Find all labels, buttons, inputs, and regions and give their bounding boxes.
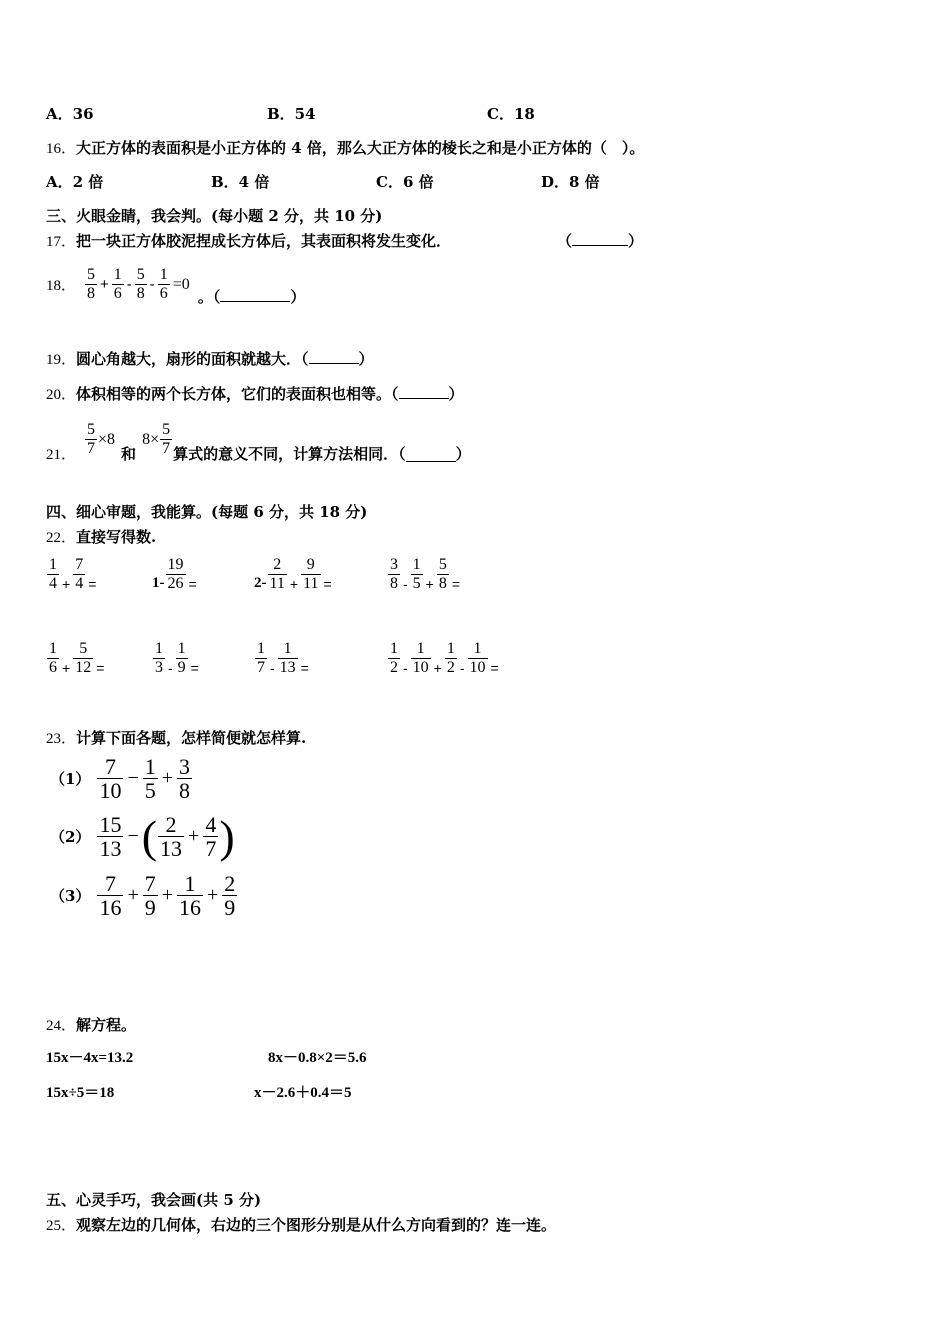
fraction: $\frac{1}{2}$ xyxy=(390,640,398,677)
fraction: $\frac{2}{11}$ xyxy=(269,556,285,593)
fraction: $\frac{2}{9}$ xyxy=(224,871,236,921)
fraction: $\frac{1}{2}$ xyxy=(446,640,455,677)
question-number: 19． xyxy=(46,352,77,368)
fraction: $\frac{1}{10}$ xyxy=(412,640,429,677)
equation-2: 8x－0.8×2＝5.6 xyxy=(268,1050,367,1066)
operator: = xyxy=(490,659,499,676)
item-label: （2） xyxy=(50,828,91,847)
q18-answer-blank[interactable] xyxy=(198,286,306,307)
operator: + xyxy=(62,659,71,676)
fraction: $\frac{3}{8}$ xyxy=(390,556,398,593)
fraction: $\frac{1}{3}$ xyxy=(155,640,163,677)
minus-sign: - xyxy=(126,276,132,293)
fraction: $\frac{7}{4}$ xyxy=(75,556,84,593)
q23-item-2 xyxy=(50,810,235,862)
q16-option-c: C．6 倍 xyxy=(376,173,434,191)
fraction: $\frac{1}{7}$ xyxy=(257,640,265,677)
q22-row-1 xyxy=(46,556,566,604)
calc-item xyxy=(254,640,311,678)
question-25 xyxy=(46,1214,556,1235)
question-number: 23． xyxy=(46,731,77,747)
calc-item xyxy=(46,556,98,594)
close-paren: ） xyxy=(290,288,306,306)
operator: = xyxy=(188,575,197,592)
fraction: $\frac{9}{11}$ xyxy=(303,556,319,593)
question-18 xyxy=(46,262,305,307)
q23-item-1 xyxy=(50,755,193,802)
fraction: $\frac{5}{8}$ xyxy=(87,265,96,302)
operator: - xyxy=(459,659,465,676)
operator: - xyxy=(403,575,408,592)
fraction: $\frac{1}{4}$ xyxy=(49,556,57,593)
operator: - xyxy=(270,659,275,676)
question-text: 解方程。 xyxy=(76,1016,137,1034)
question-text: 观察左边的几何体，右边的三个图形分别是从什么方向看到的？连一连。 xyxy=(76,1216,557,1234)
fraction: $\frac{5}{8}$ xyxy=(136,265,145,302)
fraction: $\frac{1}{5}$ xyxy=(412,556,421,593)
calc-item xyxy=(152,640,201,678)
fraction: $\frac{2}{13}$ xyxy=(160,812,183,862)
question-text: 把一块正方体胶泥捏成长方体后，其表面积将发生变化． xyxy=(76,232,452,250)
question-20 xyxy=(46,383,464,404)
open-paren: 。（ xyxy=(197,288,221,306)
operator: + xyxy=(161,767,173,790)
open-paren: ( xyxy=(141,810,158,862)
question-number: 21． xyxy=(46,447,77,463)
operator: - xyxy=(403,659,408,676)
question-number: 24． xyxy=(46,1018,77,1034)
question-text: 计算下面各题，怎样简便就怎样算. xyxy=(76,729,307,747)
operator: + xyxy=(207,884,219,907)
fraction: $\frac{7}{9}$ xyxy=(144,871,156,921)
answer-line[interactable] xyxy=(399,383,449,399)
fraction: $\frac{1}{5}$ xyxy=(144,754,156,804)
operator: − xyxy=(127,767,139,790)
calc-item xyxy=(254,556,334,594)
question-22 xyxy=(46,526,156,547)
operator: + xyxy=(425,575,434,592)
expression-3 xyxy=(96,872,238,919)
question-17 xyxy=(46,230,451,251)
equation-4: x－2.6＋0.4＝5 xyxy=(254,1085,352,1101)
question-number: 25． xyxy=(46,1218,77,1234)
q16-option-a: A．2 倍 xyxy=(46,173,104,191)
q22-row-2 xyxy=(46,640,566,688)
question-number: 16． xyxy=(46,141,77,157)
calc-item xyxy=(387,640,501,678)
fraction: $\frac{1}{16}$ xyxy=(179,871,201,921)
operator: + xyxy=(289,575,299,592)
q15-option-a: A．36 xyxy=(46,105,94,123)
operator: + xyxy=(433,659,442,676)
answer-line xyxy=(572,230,628,246)
fraction: $\frac{5}{12}$ xyxy=(75,640,92,677)
operator: = xyxy=(300,659,309,676)
minus-sign: − xyxy=(127,825,139,848)
fraction: $\frac{4}{7}$ xyxy=(205,812,217,862)
q15-option-c: C．18 xyxy=(487,105,535,123)
question-number: 18． xyxy=(46,278,77,294)
answer-line[interactable] xyxy=(309,348,359,364)
fraction: $\frac{5}{7}$ xyxy=(87,420,96,457)
q16-option-d: D．8 倍 xyxy=(541,173,600,191)
section-4-title: 四、细心审题，我能算。(每题 6 分，共 18 分) xyxy=(46,503,368,521)
item-label: （3） xyxy=(50,887,91,906)
fraction: $\frac{1}{6}$ xyxy=(159,265,168,302)
answer-line xyxy=(220,286,290,302)
close-paren: ） xyxy=(358,350,374,368)
q16-option-b: B．4 倍 xyxy=(211,173,270,191)
fraction: $\frac{7}{16}$ xyxy=(99,871,122,921)
expression-1 xyxy=(96,755,193,802)
q17-answer-blank[interactable] xyxy=(557,230,643,251)
question-number: 20． xyxy=(46,387,77,403)
question-text: 体积相等的两个长方体，它们的表面积也相等。（ xyxy=(76,385,399,403)
operator: = xyxy=(323,575,332,592)
operator: + xyxy=(161,884,173,907)
operator: = xyxy=(96,659,105,676)
equals-zero: =0 xyxy=(172,275,190,293)
question-text: 算式的意义不同，计算方法相同．（ xyxy=(173,445,406,463)
operator: + xyxy=(62,575,71,592)
fraction: $\frac{5}{8}$ xyxy=(438,556,447,593)
question-24 xyxy=(46,1014,136,1035)
fraction: $\frac{1}{6}$ xyxy=(113,265,122,302)
minus-sign: - xyxy=(149,276,155,293)
question-text: 圆心角越大，扇形的面积就越大．（ xyxy=(76,350,309,368)
question-text: 大正方体的表面积是小正方体的 4 倍，那么大正方体的棱长之和是小正方体的（ ）。 xyxy=(76,139,645,157)
question-23 xyxy=(46,727,306,748)
question-text: 直接写得数. xyxy=(76,528,157,546)
section-5-title: 五、心灵手巧，我会画(共 5 分) xyxy=(46,1191,262,1209)
fraction: $\frac{15}{13}$ xyxy=(99,812,122,862)
plus-sign: + xyxy=(100,276,109,293)
plus-sign: + xyxy=(188,825,200,848)
calc-item xyxy=(152,556,199,594)
answer-line[interactable] xyxy=(406,446,456,462)
close-paren: ） xyxy=(628,232,644,250)
times-eight: ×8 xyxy=(98,430,116,448)
close-paren: ） xyxy=(448,385,464,403)
question-number: 22． xyxy=(46,530,77,546)
fraction: $\frac{1}{9}$ xyxy=(177,640,186,677)
operator: + xyxy=(127,884,139,907)
close-paren: ) xyxy=(219,810,235,862)
operator: = xyxy=(190,659,199,676)
operator: - xyxy=(168,659,173,676)
fraction: $\frac{3}{8}$ xyxy=(179,754,190,804)
item-label: （1） xyxy=(50,770,91,789)
question-21 xyxy=(46,415,471,464)
question-number: 17． xyxy=(46,234,77,250)
operator: = xyxy=(451,575,461,592)
fraction: $\frac{19}{26}$ xyxy=(167,556,184,593)
fraction: $\frac{1}{10}$ xyxy=(469,640,486,677)
operator: = xyxy=(88,575,97,592)
section-3-title: 三、火眼金睛，我会判。(每小题 2 分，共 10 分) xyxy=(46,207,383,225)
fraction: $\frac{1}{13}$ xyxy=(279,640,296,677)
q15-option-b: B．54 xyxy=(267,105,316,123)
question-16 xyxy=(46,137,644,158)
close-paren: ） xyxy=(455,445,471,463)
q23-item-3 xyxy=(50,872,238,919)
fraction: $\frac{5}{7}$ xyxy=(162,420,171,457)
fraction: $\frac{1}{6}$ xyxy=(49,640,57,677)
calc-item xyxy=(46,640,106,678)
equation-3: 15x÷5＝18 xyxy=(46,1085,115,1101)
whole-number: 1- xyxy=(152,574,165,591)
question-19 xyxy=(46,348,374,369)
equation-1: 15x－4x=13.2 xyxy=(46,1050,134,1066)
open-paren: （ xyxy=(557,232,573,250)
and-word: 和 xyxy=(121,445,137,463)
calc-item xyxy=(387,556,462,594)
fraction: $\frac{7}{10}$ xyxy=(99,754,122,804)
whole-number: 2- xyxy=(254,574,267,591)
eight-times: 8× xyxy=(142,430,160,448)
